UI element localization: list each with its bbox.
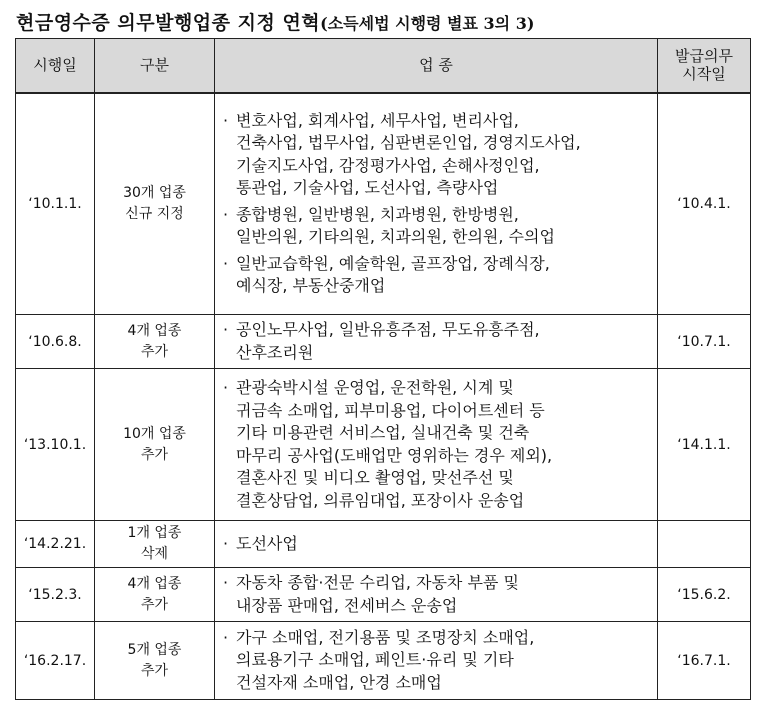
industry-text [236, 572, 651, 617]
industry-text [236, 627, 651, 695]
category-cell [95, 369, 215, 521]
table-header [16, 39, 751, 93]
header-start [658, 39, 751, 93]
industry-cell [215, 622, 658, 700]
document-title [16, 8, 756, 34]
table-body [16, 93, 751, 700]
bullet-dot-icon: · [223, 204, 229, 224]
industry-line: 종합병원, 일반병원, 치과병원, 한방병원, [236, 204, 519, 224]
issuance-start-cell: ‘14.1.1. [658, 369, 751, 521]
industry-bullet [223, 204, 651, 249]
effective-date-cell: ‘10.1.1. [16, 93, 95, 315]
industry-text [236, 377, 651, 512]
table-row [16, 622, 751, 700]
industry-text [236, 204, 651, 249]
header-category: 구분 [95, 39, 215, 93]
issuance-start-cell: ‘10.4.1. [658, 93, 751, 315]
industry-line: 일반교습학원, 예술학원, 골프장업, 장례식장, [236, 253, 550, 273]
header-start-line-1: 발급의무 [675, 47, 733, 66]
category-line: 4개 업종 [127, 575, 182, 592]
industry-line: 귀금속 소매업, 피부미용업, 다이어트센터 등 [236, 400, 545, 420]
issuance-start-cell: ‘10.7.1. [658, 315, 751, 369]
industry-line: 변호사업, 회계사업, 세무사업, 변리사업, [236, 110, 519, 130]
industry-cell [215, 315, 658, 369]
effective-date-cell: ‘13.10.1. [16, 369, 95, 521]
effective-date-cell: ‘16.2.17. [16, 622, 95, 700]
industry-line: 내장품 판매업, 전세버스 운송업 [236, 595, 458, 615]
table-row [16, 315, 751, 369]
industry-bullet [223, 253, 651, 298]
table-row [16, 521, 751, 568]
industry-text [236, 319, 651, 364]
category-line: 삭제 [140, 546, 169, 562]
title-main: 현금영수증 의무발행업종 지정 연혁 [16, 12, 321, 34]
bullet-dot-icon: · [223, 627, 229, 647]
industry-cell [215, 93, 658, 315]
industry-line: 가구 소매업, 전기용품 및 조명장치 소매업, [236, 627, 535, 647]
industry-line: 결혼상담업, 의류임대업, 포장이사 운송업 [236, 490, 525, 510]
category-line: 10개 업종 [123, 425, 186, 442]
issuance-start-cell [658, 521, 751, 568]
industry-line: 도선사업 [236, 533, 298, 553]
industry-line: 의료용기구 소매업, 페인트·유리 및 기타 [236, 650, 514, 670]
category-cell [95, 315, 215, 369]
industry-text [236, 253, 651, 298]
issuance-start-cell: ‘15.6.2. [658, 568, 751, 622]
industry-text [236, 533, 651, 556]
industry-bullet [223, 319, 651, 364]
bullet-dot-icon: · [223, 533, 229, 553]
category-cell [95, 622, 215, 700]
industry-line: 건축사업, 법무사업, 심판변론인업, 경영지도사업, [236, 133, 581, 153]
bullet-dot-icon: · [223, 378, 229, 397]
header-industry: 업 종 [215, 39, 658, 93]
table-row [16, 93, 751, 315]
category-line: 추가 [140, 446, 169, 463]
industry-bullet [223, 533, 651, 556]
bullet-dot-icon: · [223, 573, 229, 592]
issuance-start-cell: ‘16.7.1. [658, 622, 751, 700]
category-line: 추가 [140, 662, 169, 679]
bullet-dot-icon: · [223, 320, 229, 339]
industry-line: 마무리 공사업(도배업만 영위하는 경우 제외), [236, 445, 553, 465]
table-row [16, 568, 751, 622]
industry-line: 관광숙박시설 운영업, 운전학원, 시계 및 [236, 378, 514, 397]
industry-bullet [223, 627, 651, 695]
history-table [15, 38, 751, 700]
effective-date-cell: ‘15.2.3. [16, 568, 95, 622]
header-start-line-2: 시작일 [682, 65, 726, 84]
industry-cell [215, 369, 658, 521]
category-line: 신규 지정 [125, 205, 184, 222]
category-line: 4개 업종 [127, 322, 182, 339]
industry-line: 기술지도사업, 감정평가사업, 손해사정인업, [236, 155, 540, 175]
industry-line: 자동차 종합·전문 수리업, 자동차 부품 및 [236, 573, 519, 592]
table-row [16, 369, 751, 521]
category-cell [95, 521, 215, 568]
industry-line: 예식장, 부동산중개업 [236, 276, 386, 296]
header-date: 시행일 [16, 39, 95, 93]
category-cell [95, 568, 215, 622]
industry-line: 일반의원, 기타의원, 치과의원, 한의원, 수의업 [236, 227, 555, 247]
category-cell [95, 93, 215, 315]
industry-line: 산후조리원 [236, 342, 314, 362]
bullet-dot-icon: · [223, 110, 229, 130]
title-subtitle: (소득세법 시행령 별표 3의 3) [320, 14, 535, 33]
industry-bullet [223, 572, 651, 617]
industry-line: 건설자재 소매업, 안경 소매업 [236, 672, 442, 692]
category-line: 1개 업종 [127, 525, 182, 541]
effective-date-cell: ‘14.2.21. [16, 521, 95, 568]
industry-line: 기타 미용관련 서비스업, 실내건축 및 건축 [236, 423, 530, 442]
category-line: 30개 업종 [123, 184, 186, 201]
industry-cell [215, 521, 658, 568]
industry-line: 결혼사진 및 비디오 촬영업, 맞선주선 및 [236, 468, 514, 487]
industry-bullet [223, 110, 651, 200]
effective-date-cell: ‘10.6.8. [16, 315, 95, 369]
industry-bullet [223, 377, 651, 512]
industry-line: 공인노무사업, 일반유흥주점, 무도유흥주점, [236, 320, 540, 339]
bullet-dot-icon: · [223, 253, 229, 273]
industry-cell [215, 568, 658, 622]
category-line: 추가 [140, 596, 169, 613]
category-line: 5개 업종 [127, 641, 182, 658]
category-line: 추가 [140, 343, 169, 360]
industry-text [236, 110, 651, 200]
industry-line: 통관업, 기술사업, 도선사업, 측량사업 [236, 178, 499, 198]
